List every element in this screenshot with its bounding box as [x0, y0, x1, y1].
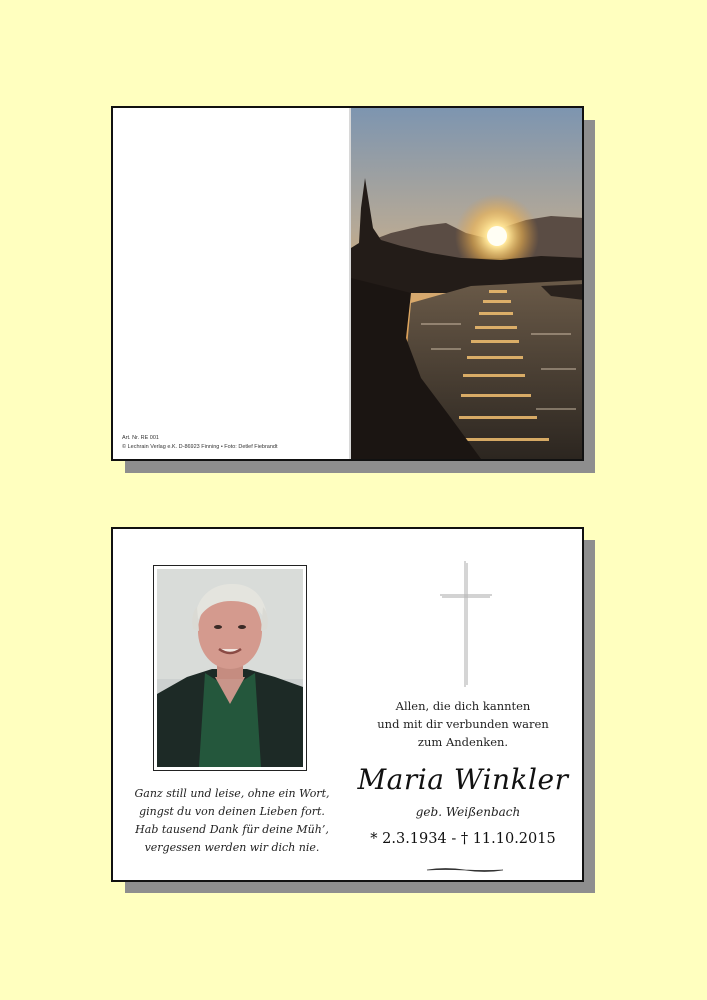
poem-line: Ganz still und leise, ohne ein Wort, — [134, 787, 330, 800]
sunset-river-photo — [351, 108, 584, 459]
maiden-name: geb. Weißenbach — [415, 805, 521, 819]
card-back-page — [113, 108, 350, 459]
poem-line: gingst du von deinen Lieben fort. — [139, 805, 325, 818]
poem — [127, 785, 337, 857]
card-front — [111, 106, 584, 461]
cross-icon — [438, 559, 494, 693]
life-dates: * 2.3.1934 - † 11.10.2015 — [370, 831, 556, 847]
deceased-name: Maria Winkler — [357, 763, 569, 796]
card-inside — [111, 527, 584, 882]
article-number: Art. Nr. RE 001 — [122, 435, 159, 441]
publisher-credit: © Lechrain Verlag e.K. D-86923 Finning • Foto: Detlef Fiebrandt — [122, 444, 278, 450]
dedication-line: zum Andenken. — [417, 735, 509, 749]
poem-line: Hab tausend Dank für deine Müh’, — [135, 823, 329, 836]
dedication — [353, 697, 573, 751]
credits — [122, 434, 277, 452]
portrait-photo — [153, 565, 307, 771]
poem-line: vergessen werden wir dich nie. — [144, 841, 320, 854]
ornament-divider-icon — [425, 859, 505, 878]
dedication-line: und mit dir verbunden waren — [377, 717, 549, 731]
dedication-line: Allen, die dich kannten — [395, 699, 531, 713]
